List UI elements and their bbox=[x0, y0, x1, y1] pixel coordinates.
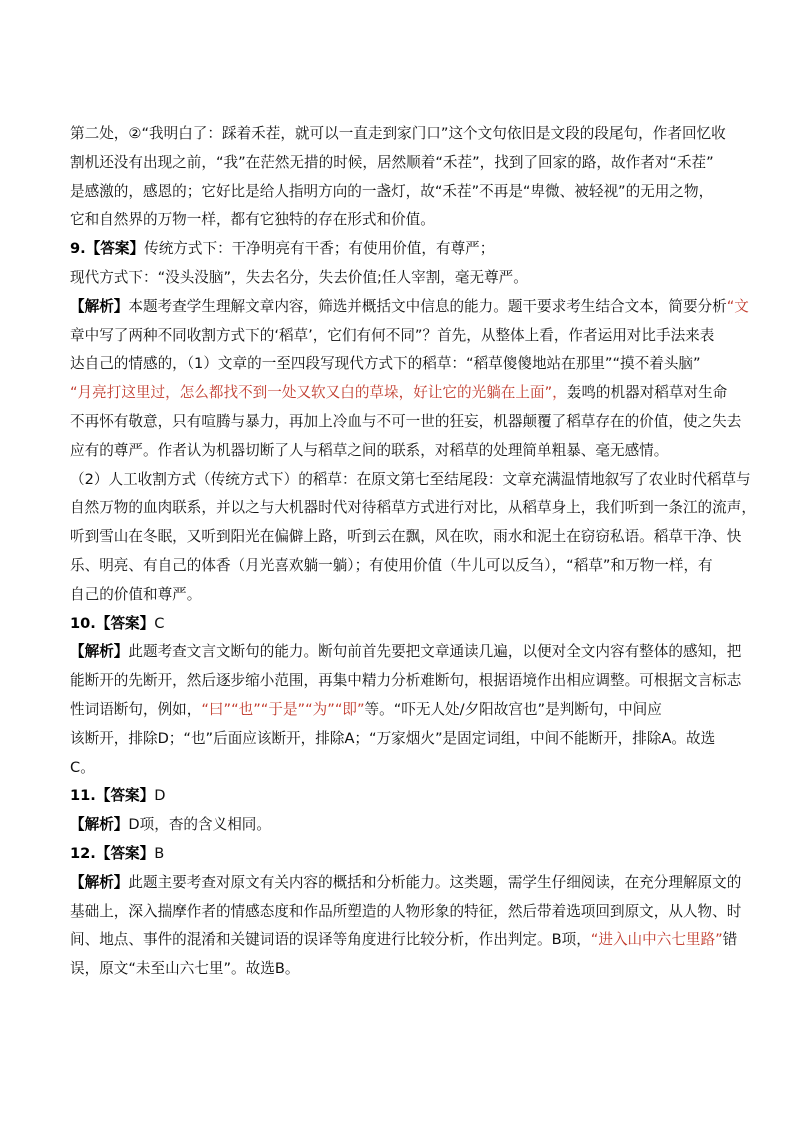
text-span: 错 bbox=[722, 931, 738, 949]
text-line: 是感激的，感恩的；它好比是给人指明方向的一盏灯，故“禾茬”不再是“卑微、被轻视”的无用之物， bbox=[70, 182, 714, 200]
text-line bbox=[70, 379, 730, 408]
text-line: （2）人工收割方式（传统方式下）的稻草：在原文第七至结尾段：文章充满温情地叙写了农业时代稻草与 bbox=[70, 470, 751, 488]
analysis-tag: 【解析】 bbox=[70, 873, 129, 891]
q10-answer bbox=[70, 610, 730, 639]
text-line: 应有的尊严。作者认为机器切断了人与稻草之间的联系，对稻草的处理简单粗暴、毫无感情。 bbox=[70, 441, 669, 459]
answer-tag: 【答案】 bbox=[95, 614, 155, 632]
analysis-tag: 【解析】 bbox=[70, 297, 129, 315]
text-line: 乐、明亮、有自己的体香（月光喜欢躺一躺）；有使用价值（牛儿可以反刍），“稻草”和万物一样，有 bbox=[70, 556, 713, 574]
q10-analysis bbox=[70, 638, 742, 667]
answer-page bbox=[70, 120, 756, 984]
text-line: 自然万物的血肉联系，并以之与大机器时代对待稻草方式进行对比，从稻草身上，我们听到一条江的流声， bbox=[70, 499, 756, 517]
text-line: 它和自然界的万物一样，都有它独特的存在形式和价值。 bbox=[70, 211, 435, 229]
quote-text: “月亮打这里过，怎么都找不到一处又软又白的草垛，好让它的光躺在上面”， bbox=[70, 384, 567, 402]
answer-text: B bbox=[154, 844, 165, 862]
q9-analysis bbox=[70, 293, 749, 322]
text-line: 不再怀有敬意，只有喧腾与暴力，再加上冷血与不可一世的狂妄，机器颠覆了稻草存在的价值，使之失去 bbox=[70, 412, 742, 430]
text-line: 能断开的先断开，然后逐步缩小范围，再集中精力分析难断句，根据语境作出相应调整。可根据文言标志 bbox=[70, 672, 742, 690]
text-line: C。 bbox=[70, 758, 95, 776]
analysis-tag: 【解析】 bbox=[70, 816, 129, 834]
text-line bbox=[70, 696, 730, 725]
text-line: 达自己的情感的，（1）文章的一至四段写现代方式下的稻草：“稻草傻傻地站在那里”“摸不着头脑” bbox=[70, 355, 701, 373]
text-line: 基础上，深入揣摩作者的情感态度和作品所塑造的人物形象的特征，然后带着选项回到原文，从人物、时 bbox=[70, 902, 742, 920]
quote-text: “进入山中六七里路” bbox=[590, 931, 723, 949]
q9-answer bbox=[70, 235, 730, 264]
answer-tag: 【答案】 bbox=[95, 787, 155, 805]
text-span: 间、地点、事件的混淆和关键词语的误译等角度进行比较分析，作出判定。B项， bbox=[70, 931, 591, 949]
answer-tag: 【答案】 bbox=[85, 240, 145, 258]
question-number: 10. bbox=[70, 614, 96, 632]
q11-answer bbox=[70, 782, 730, 811]
analysis-text: D项，杳的含义相同。 bbox=[128, 816, 271, 834]
answer-text: D bbox=[154, 787, 166, 805]
question-number: 9. bbox=[70, 240, 86, 258]
text-line: 第二处，②“我明白了：踩着禾茬，就可以一直走到家门口”这个文句依旧是文段的段尾句，作者回忆收 bbox=[70, 125, 726, 142]
analysis-text: 本题考查学生理解文章内容，筛选并概括文中信息的能力。题干要求考生结合文本，简要分析 bbox=[128, 297, 727, 315]
analysis-text: 此题主要考查对原文有关内容的概括和分析能力。这类题，需学生仔细阅读，在充分理解原文的 bbox=[128, 873, 742, 891]
text-line: 现代方式下：“没头没脑”，失去名分，失去价值;任人宰割，毫无尊严。 bbox=[70, 268, 528, 286]
text-line: 自己的价值和尊严。 bbox=[70, 585, 202, 603]
question-number: 12. bbox=[70, 844, 96, 862]
text-line: 章中写了两种不同收割方式下的‘稻草’，它们有何不同”？首先，从整体上看，作者运用对比手法来表 bbox=[70, 326, 715, 344]
text-span: 等。“吓无人处/夕阳故宫也”是判断句，中间应 bbox=[364, 700, 662, 718]
answer-tag: 【答案】 bbox=[95, 844, 155, 862]
q11-analysis bbox=[70, 811, 730, 840]
q12-answer bbox=[70, 840, 730, 869]
text-line bbox=[70, 926, 738, 955]
text-span: 轰鸣的机器对稻草对生命 bbox=[566, 384, 728, 402]
analysis-text: 此题考查文言文断句的能力。断句前首先要把文章通读几遍，以便对全文内容有整体的感知，把 bbox=[128, 643, 742, 661]
text-line: 听到雪山在冬眠，又听到阳光在偏僻上路，听到云在飘，风在吹，雨水和泥土在窃窃私语。稻草干净、快 bbox=[70, 528, 742, 546]
analysis-tag: 【解析】 bbox=[70, 643, 129, 661]
question-number: 11. bbox=[70, 787, 96, 805]
text-span: 性词语断句，例如， bbox=[70, 700, 202, 718]
answer-text: C bbox=[154, 614, 165, 632]
text-line: 该断开，排除D；“也”后面应该断开，排除A；“万家烟火”是固定词组，中间不能断开，排除A。故选 bbox=[70, 729, 716, 747]
quote-text: “曰”“也”“于是”“为”“即” bbox=[201, 700, 365, 718]
text-line: 割机还没有出现之前，“我”在茫然无措的时候，居然顺着“禾茬”，找到了回家的路，故作者对“禾茬” bbox=[70, 153, 714, 171]
text-line: 误，原文“未至山六七里”。故选B。 bbox=[70, 960, 300, 978]
q12-analysis bbox=[70, 869, 742, 898]
answer-text: 传统方式下：干净明亮有干香；有使用价值，有尊严； bbox=[144, 240, 495, 258]
quote-text: “文 bbox=[726, 297, 749, 315]
